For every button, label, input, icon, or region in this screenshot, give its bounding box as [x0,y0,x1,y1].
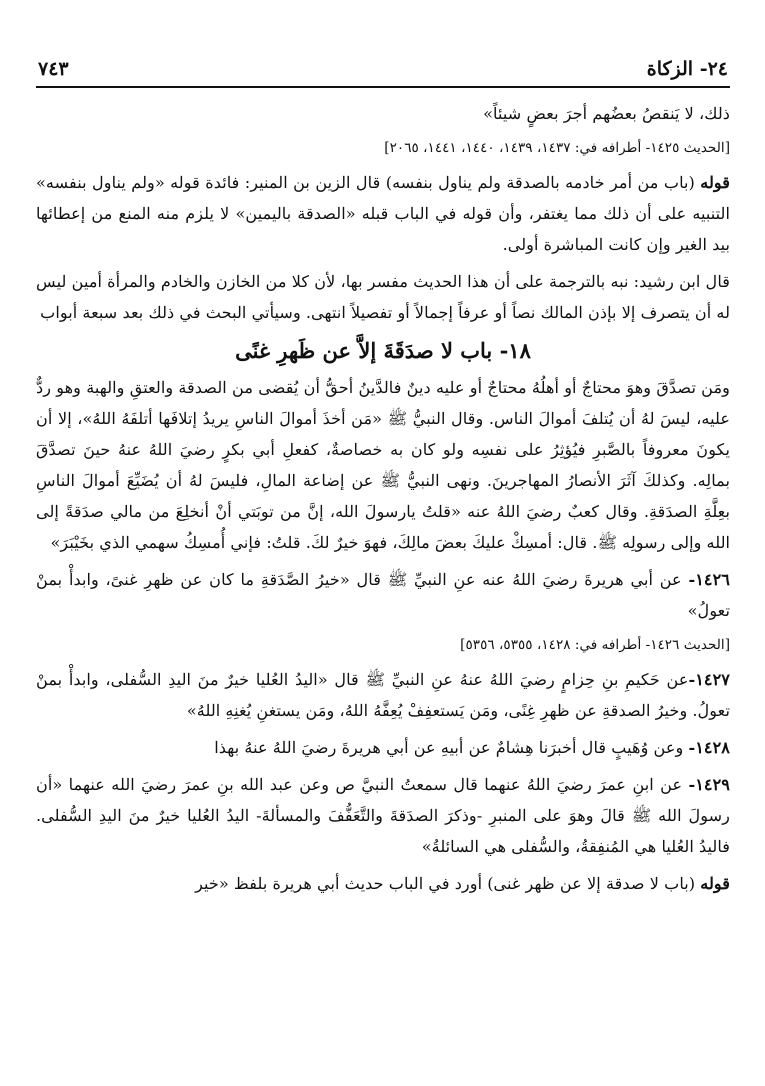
commentary-paragraph [36,167,730,260]
book-page [36,52,730,905]
hadith-1426 [36,564,730,626]
hadith-text: عن ابنِ عمرَ رضيَ اللهُ عنهما قال سمعتُ النبيَّ ص وعن عبد الله بنِ عمرَ رضيَ الله عنهما «أن رسولَ الله ﷺ قالَ وهوَ على المنبرِ -وذكرَ الصدَقةَ والتَّعَفُّفَ والمسألةَ- اليدُ العُليا خيرٌ منَ اليدِ السُّفلى. فاليدُ العُليا هي المُنفِقةُ، والسُّفلى هي السائلةُ» [36,775,730,856]
hadith-text: وعن وُهَيبٍ قال أخبرَنا هِشامٌ عن أبيهِ عن أبي هريرةَ رضيَ اللهُ عنهُ بهذا [214,738,684,757]
hadith-1427 [36,664,730,726]
commentary-keyword: قوله [700,173,730,192]
hadith-text: عن أبي هريرةَ رضيَ اللهُ عنه عنِ النبيِّ ﷺ قال «خيرُ الصَّدَقةِ ما كان عن ظهرِ غنىً، وابدأْ بمنْ تعولُ» [36,570,730,620]
hadith-number: ١٤٢٩- [688,775,730,794]
paragraph-continuation: ذلك، لا يَنقصُ بعضُهم أجرَ بعضٍ شيئاً» [483,104,730,123]
hadith-1429 [36,769,730,862]
hadith-number: ١٤٢٦- [688,570,730,589]
commentary-text: (باب من أمر خادمه بالصدقة ولم يناول بنفسه) قال الزين بن المنير: فائدة قوله «ولم يناول بنفسه» التنبيه على أن ذلك مما يغتفر، وأن قوله في الباب قبله «الصدقة باليمين» لا يلزم منه المنع من إعطائها بيد الغير وإن كانت المباشرة أولى. [36,173,730,254]
hadith-1428 [36,732,730,763]
page-body [36,98,730,899]
page-header [36,52,730,88]
hadith-cross-reference: [الحديث ١٤٢٦- أطرافه في: ١٤٢٨، ٥٣٥٥، ٥٣٥٦] [460,637,730,653]
commentary-paragraph: قال ابن رشيد: نبه بالترجمة على أن هذا الحديث مفسر بها، لأن كلا من الخازن والخادم والمرأة أمين ليس له أن يتصرف إلا بإذن المالك نصاً أو عرفاً إجمالاً أو تفصيلاً انتهى. وسيأتي البحث في ذلك بعد سبعة أبواب [36,272,730,322]
commentary-keyword: قوله [700,874,730,893]
hadith-cross-reference: [الحديث ١٤٢٥- أطرافه في: ١٤٣٧، ١٤٣٩، ١٤٤٠، ١٤٤١، ٢٠٦٥] [384,140,730,156]
hadith-text: عن حَكيمِ بنِ حِزامٍ رضيَ اللهُ عنهُ عنِ النبيِّ ﷺ قال «اليدُ العُليا خيرٌ منَ اليدِ السُّفلى، وابدأْ بمنْ تعولُ. وخيرُ الصدقةِ عن ظهرِ غِنًى، ومَن يَستعفِفْ يُعِفَّهُ اللهُ، ومَن يستغنِ يُغنِهِ اللهُ» [36,670,730,720]
commentary-paragraph [36,868,730,899]
running-head: ٢٤- الزكاة [646,58,728,80]
commentary-text: (باب لا صدقة إلا عن ظهر غنى) أورد في الباب حديث أبي هريرة بلفظ «خير [195,874,696,893]
chapter-title: ١٨- باب لا صدَقَةَ إلاَّ عن ظَهرِ غنًى [235,338,531,363]
page-number: ٧٤٣ [38,58,69,80]
chapter-intro-paragraph: ومَن تصدَّقَ وهوَ محتاجٌ أو أهلُهُ محتاجٌ أو عليه دينٌ فالدَّينُ أحقُّ أن يُقضى من الصدقة والعتقِ والهبة وهو ردٌّ عليه، ليسَ لهُ أن يُتلفَ أموالَ الناس. وقال النبيُّ ﷺ «مَن أخذَ أموالَ الناسِ يريدُ إتلافَها أتلفَهُ اللهُ»، إلا أن يكونَ معروفاً بالصَّبرِ فيُؤثِرُ على نفسِه ولو كان به خصاصةٌ، كفعلِ أبي بكرٍ رضيَ اللهُ عنهُ حينَ تصدَّقَ بمالِه. وكذلكَ آثَرَ الأنصارُ المهاجرينَ. ونهى النبيُّ ﷺ عن إضاعة المالِ، فليسَ لهُ أن يُضَيِّعَ أموالَ الناسِ بعِلَّةِ الصدَقةِ. وقال كعبٌ رضيَ اللهُ عنه «قلتُ يارسولَ الله، إنَّ من توبَتي أنْ أنخلِعَ من مالي صدَقةً إلى الله وإلى رسولِه ﷺ. قال: أمسِكْ عليكَ بعضَ مالِكَ، فهوَ خيرٌ لكَ. قلتُ: فإني أُمسِكُ سهمي الذي بخَيْبَرَ» [36,378,730,552]
hadith-number: ١٤٢٧- [688,670,730,689]
hadith-number: ١٤٢٨- [688,738,730,757]
